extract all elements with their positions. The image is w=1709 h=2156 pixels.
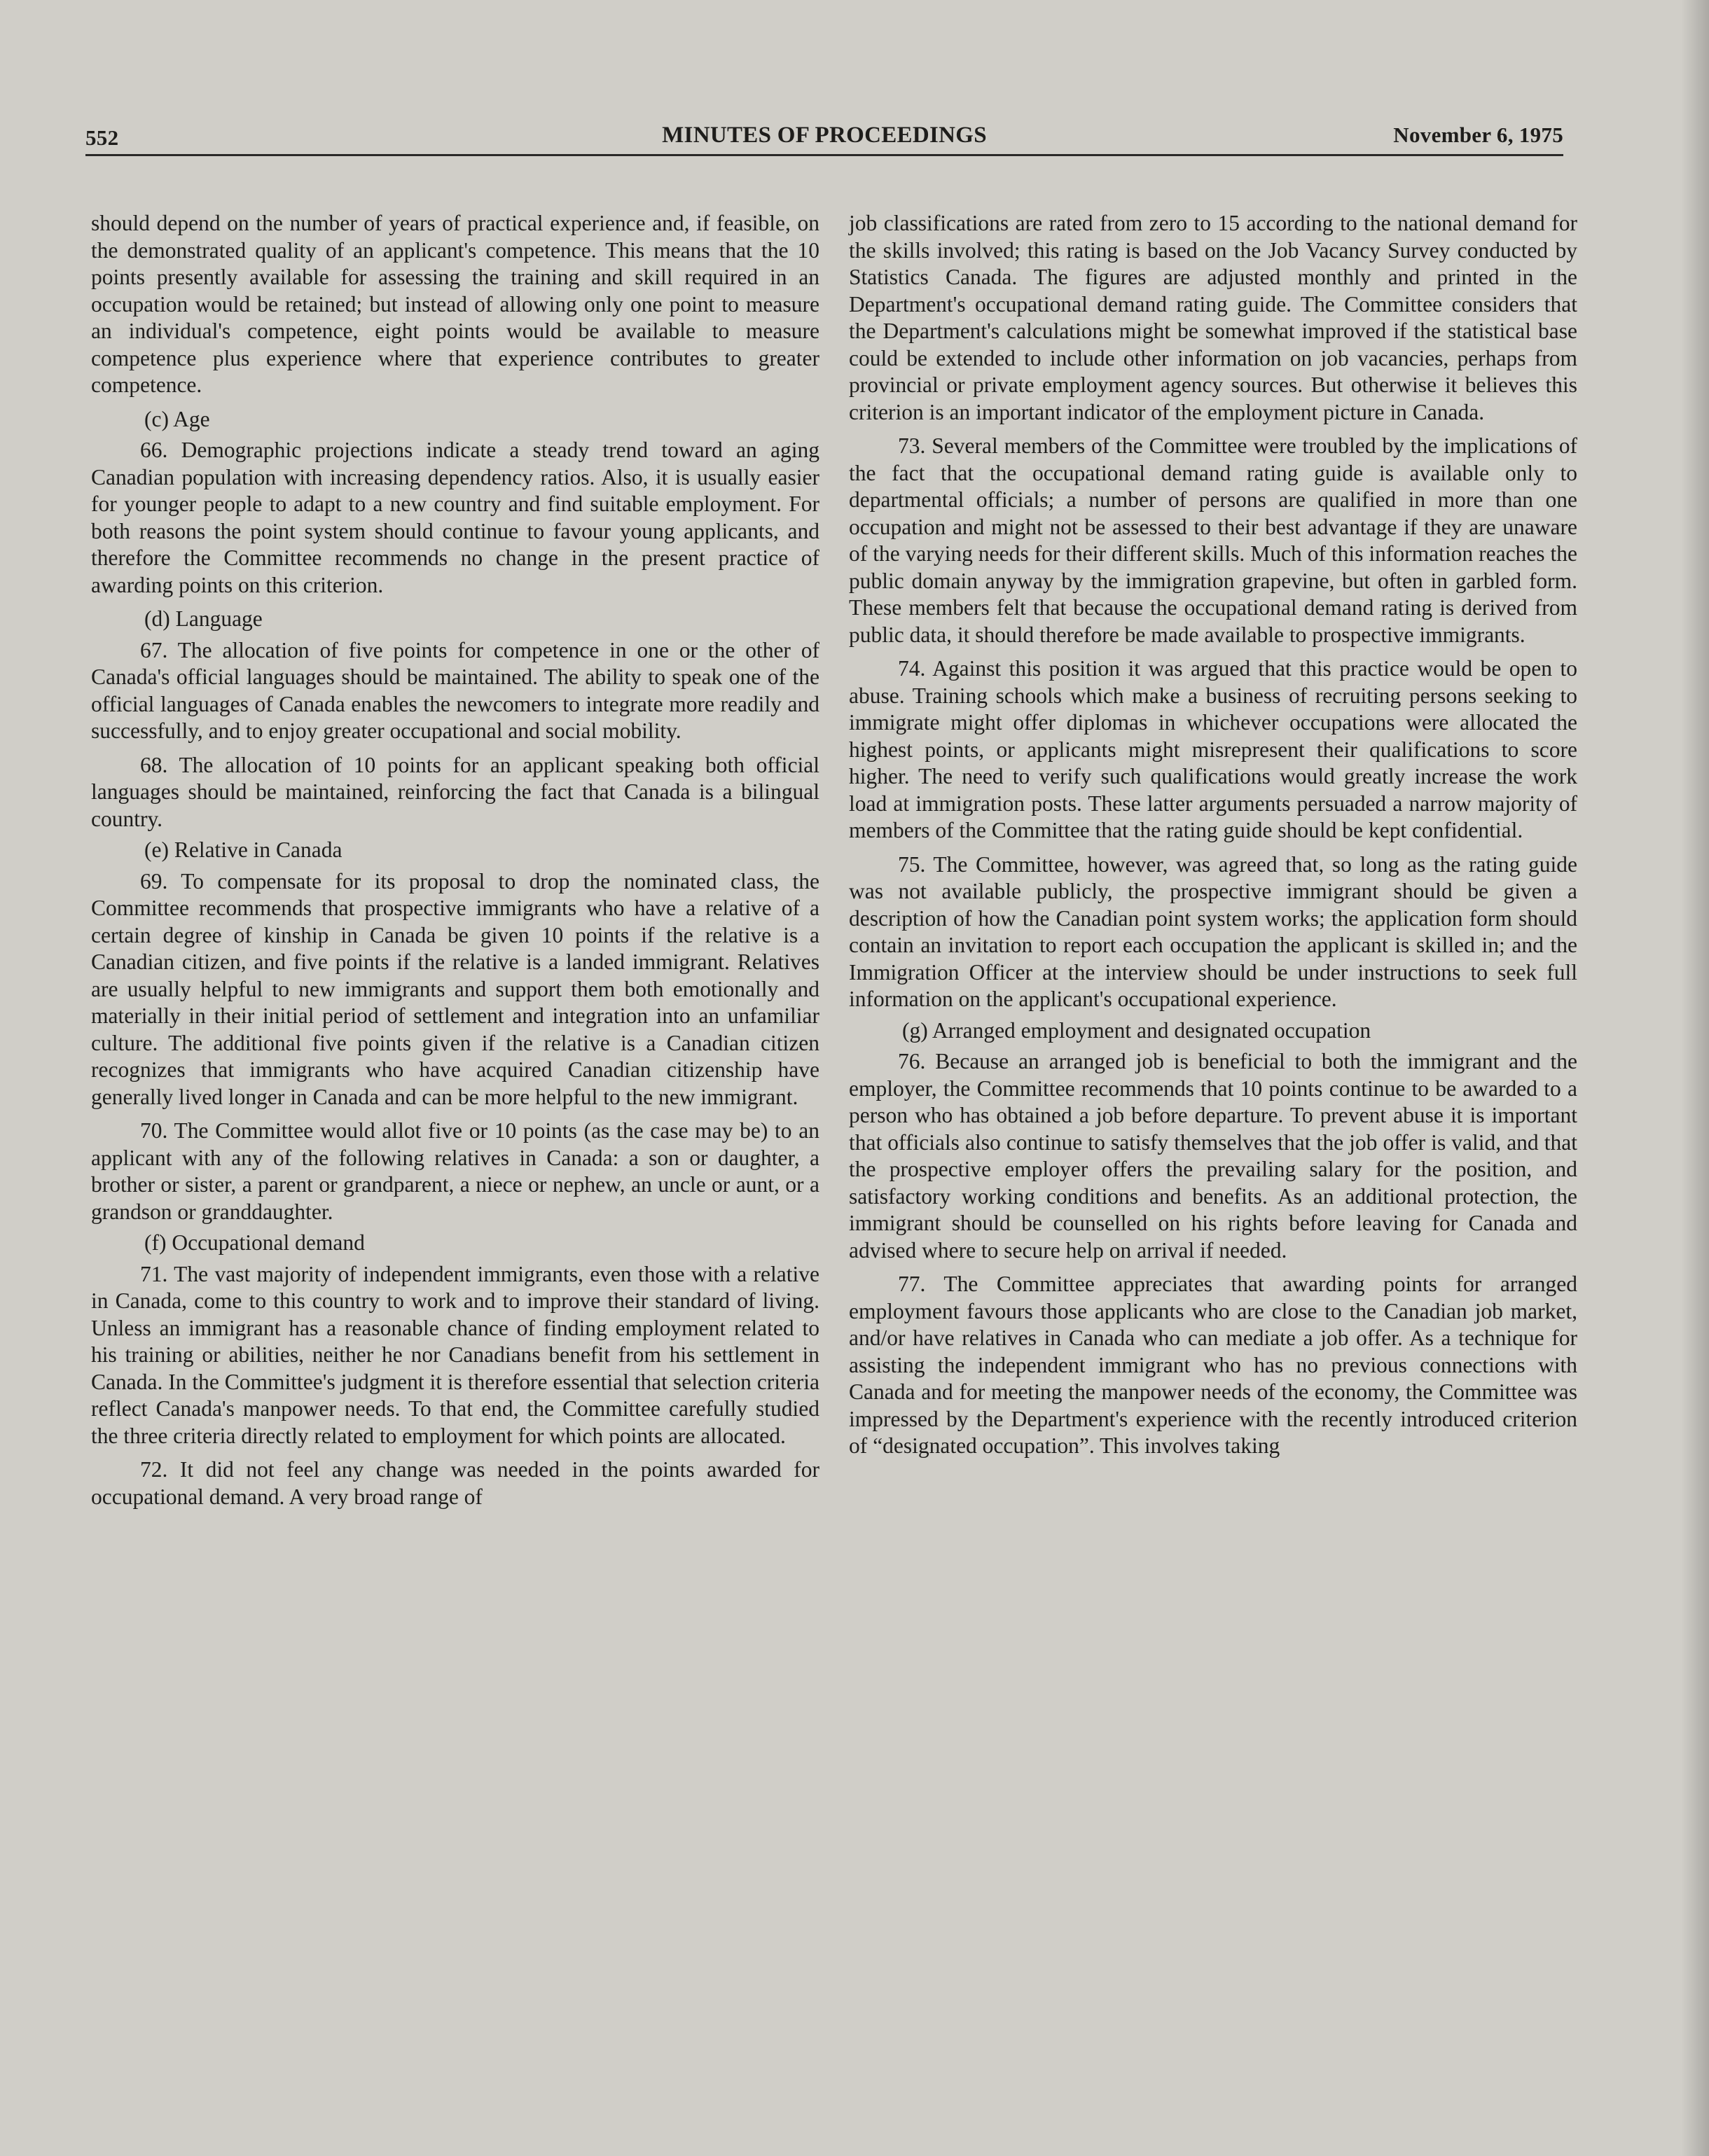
section-heading-occupational-demand: (f) Occupational demand (144, 1230, 365, 1255)
page-edge-shadow (1681, 0, 1709, 2156)
paragraph-76: 76. Because an arranged job is beneficial to both the immigrant and the employer, the Committee recommends that 10 points continue to be awarded to a person who has obtained a job before departure. To prevent abuse it is important that officials also continue to satisfy themselves that the job offer is valid, and that the prospective employer offers the prevailing salary for the position, and satisfactory working conditions and benefits. As an additional protection, the immigrant should be counselled on his rights before leaving for Canada and advised where to secure help on arrival if needed. (849, 1049, 1577, 1263)
paragraph-67: 67. The allocation of five points for competence in one or the other of Canada's official languages should be maintained. The ability to speak one of the official languages of Canada enables the newcomers to integrate more readily and successfully, and to enjoy greater occupational and social mobility. (91, 637, 819, 743)
paragraph-70: 70. The Committee would allot five or 10 points (as the case may be) to an applicant with any of the following relatives in Canada: a son or daughter, a brother or sister, a parent or grandparent, a niece or nephew, an uncle or aunt, or a grandson or granddaughter. (91, 1118, 819, 1224)
paragraph-71: 71. The vast majority of independent immigrants, even those with a relative in Canada, come to this country to work and to improve their standard of living. Unless an immigrant has a reasonable chance of finding employment related to his training or abilities, neither he nor Canadians benefit from his settlement in Canada. In the Committee's judgment it is therefore essential that selection criteria reflect Canada's manpower needs. To that end, the Committee carefully studied the three criteria directly related to employment for which points are allocated. (91, 1261, 819, 1448)
page-header (85, 123, 1563, 156)
header-rule (85, 154, 1563, 156)
paragraph-69: 69. To compensate for its proposal to drop the nominated class, the Committee recommends that prospective immigrants who have a relative of a certain degree of kinship in Canada be given 10 points if the relative is a Canadian citizen, and five points if the relative is a landed immigrant. Relatives are usually helpful to new immigrants and support them both emotionally and materially in their initial period of settlement and integration into an unfamiliar culture. The additional five points given if the relative is a Canadian citizen recognizes that immigrants who have acquired Canadian citizenship have generally lived longer in Canada and can be more helpful to the new immigrant. (91, 868, 819, 1109)
paragraph-72: 72. It did not feel any change was needed in the points awarded for occupational demand. A very broad range of (91, 1457, 819, 1509)
paragraph-continued: should depend on the number of years of practical experience and, if feasible, on the demonstrated quality of an applicant's competence. This means that the 10 points presently available for assessing the training and skill required in an occupation would be retained; but instead of allowing only one point to measure an individual's competence, eight points would be available to measure competence plus experience where that experience contributes to greater competence. (91, 211, 819, 397)
paragraph-77: 77. The Committee appreciates that awarding points for arranged employment favours those applicants who are close to the Canadian job market, and/or have relatives in Canada who can mediate a job offer. As a technique for assisting the independent immigrant who has no previous connections with Canada and for meeting the manpower needs of the economy, the Committee was impressed by the Department's experience with the recently introduced criterion of “designated occupation”. This involves taking (849, 1272, 1577, 1458)
page-number: 552 (85, 125, 119, 150)
left-column (91, 210, 819, 1517)
header-date: November 6, 1975 (1393, 123, 1563, 147)
paragraph-66: 66. Demographic projections indicate a steady trend toward an aging Canadian population with increasing dependency ratios. Also, it is usually easier for younger people to adapt to a new country and find suitable employment. For both reasons the point system should continue to favour young applicants, and therefore the Committee recommends no change in the present practice of awarding points on this criterion. (91, 438, 819, 597)
section-heading-language: (d) Language (144, 606, 263, 631)
right-column (849, 210, 1577, 1467)
section-heading-arranged-employment: (g) Arranged employment and designated occupation (902, 1017, 1371, 1043)
running-title: MINUTES OF PROCEEDINGS (662, 123, 987, 148)
paragraph-68: 68. The allocation of 10 points for an applicant speaking both official languages should be maintained, reinforcing the fact that Canada is a bilingual country. (91, 752, 819, 831)
paragraph-73: 73. Several members of the Committee were troubled by the implications of the fact that the occupational demand rating guide is available only to departmental officials; a number of persons are qualified in more than one occupation and might not be assessed to their best advantage if they are unaware of the varying needs for their different skills. Much of this information reaches the public domain anyway by the immigration grapevine, but often in garbled form. These members felt that because the occupational demand rating is derived from public data, it should therefore be made available to prospective immigrants. (849, 433, 1577, 647)
section-heading-relative: (e) Relative in Canada (144, 837, 343, 862)
paragraph-continued-right: job classifications are rated from zero to 15 according to the national demand for the skills involved; this rating is based on the Job Vacancy Survey conducted by Statistics Canada. The figures are adjusted monthly and printed in the Department's occupational demand rating guide. The Committee considers that the Department's calculations might be somewhat improved if the statistical base could be extended to include other information on job vacancies, perhaps from provincial or private employment agency sources. But otherwise it believes this criterion is an important indicator of the employment picture in Canada. (849, 211, 1577, 424)
section-heading-age: (c) Age (144, 406, 210, 431)
paragraph-74: 74. Against this position it was argued that this practice would be open to abuse. Training schools which make a business of recruiting persons seeking to immigrate might offer diplomas in whichever occupations were allocated the highest points, or applicants might misrepresent their qualifications to score higher. The need to verify such qualifications would greatly increase the work load at immigration posts. These latter arguments persuaded a narrow majority of members of the Committee that the rating guide should be kept confidential. (849, 656, 1577, 842)
paragraph-75: 75. The Committee, however, was agreed that, so long as the rating guide was not available publicly, the prospective immigrant should be given a description of how the Canadian point system works; the application form should contain an invitation to report each occupation the applicant is skilled in; and the Immigration Officer at the interview should be under instructions to seek full information on the applicant's occupational experience. (849, 851, 1577, 1011)
